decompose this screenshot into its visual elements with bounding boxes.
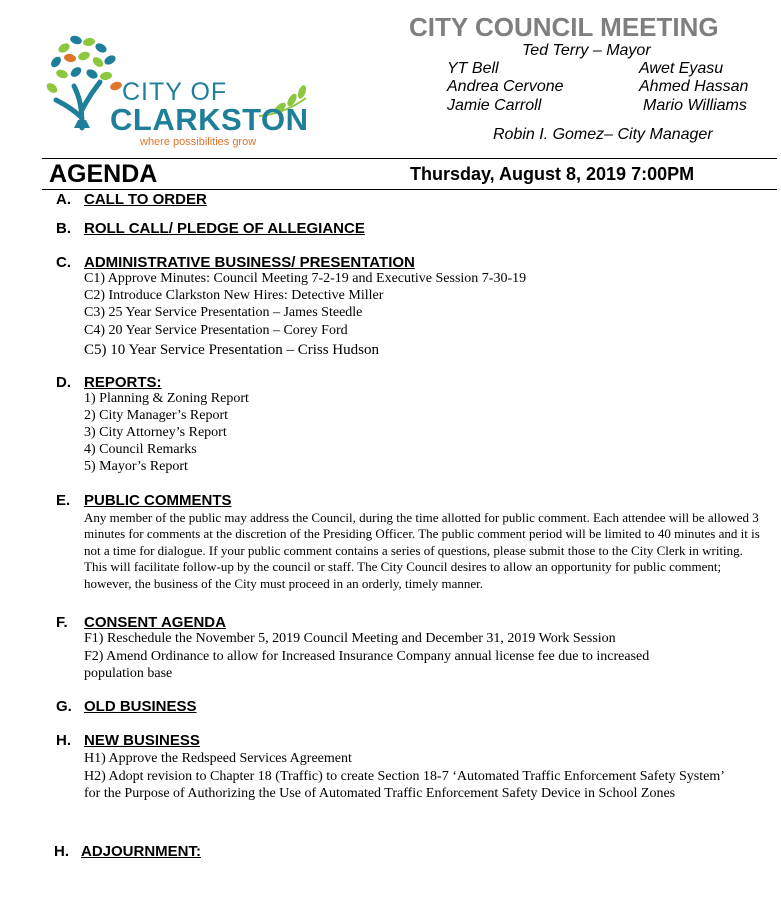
section-letter: D. bbox=[56, 374, 71, 391]
agenda-item: F1) Reschedule the November 5, 2019 Council Meeting and December 31, 2019 Work Session bbox=[84, 631, 616, 646]
meeting-datetime: Thursday, August 8, 2019 7:00PM bbox=[410, 164, 695, 184]
council-member: Mario Williams bbox=[643, 97, 747, 114]
divider-bottom bbox=[42, 189, 777, 190]
logo-tagline: where possibilities grow bbox=[140, 136, 257, 148]
section-letter: H. bbox=[56, 732, 71, 749]
agenda-heading: AGENDA bbox=[49, 160, 158, 188]
council-member: Jamie Carroll bbox=[447, 97, 542, 114]
agenda-item: F2) Amend Ordinance to allow for Increased Insurance Company annual license fee due to increased population base bbox=[84, 649, 650, 681]
section-letter: F. bbox=[56, 614, 68, 631]
logo-city-of: CITY OF bbox=[122, 78, 228, 106]
section-title: REPORTS: bbox=[84, 374, 162, 391]
agenda-item: C1) Approve Minutes: Council Meeting 7-2-19 and Executive Session 7-30-19 bbox=[84, 271, 527, 286]
section-letter: B. bbox=[56, 220, 71, 237]
report-item: 4) Council Remarks bbox=[84, 442, 197, 457]
section-title: OLD BUSINESS bbox=[84, 698, 197, 715]
agenda-item: C3) 25 Year Service Presentation – James Steedle bbox=[84, 305, 363, 320]
section-title: ROLL CALL/ PLEDGE OF ALLEGIANCE bbox=[84, 220, 365, 237]
section-title: ADMINISTRATIVE BUSINESS/ PRESENTATION bbox=[84, 254, 415, 271]
council-member: Ahmed Hassan bbox=[639, 78, 749, 95]
divider-top bbox=[42, 158, 777, 159]
section-letter: A. bbox=[56, 191, 71, 208]
meeting-title: CITY COUNCIL MEETING bbox=[409, 12, 719, 42]
mayor-name: Ted Terry – Mayor bbox=[522, 42, 651, 59]
section-letter: H. bbox=[54, 843, 69, 860]
section-letter: G. bbox=[56, 698, 72, 715]
city-manager: Robin I. Gomez– City Manager bbox=[493, 126, 713, 143]
section-title: CALL TO ORDER bbox=[84, 191, 207, 208]
agenda-item: H1) Approve the Redspeed Services Agreement bbox=[84, 751, 352, 766]
section-title: ADJOURNMENT: bbox=[81, 843, 201, 860]
council-member: Awet Eyasu bbox=[639, 60, 724, 77]
report-item: 2) City Manager’s Report bbox=[84, 408, 228, 423]
section-letter: E. bbox=[56, 492, 71, 509]
report-item: 5) Mayor’s Report bbox=[84, 459, 188, 474]
agenda-item: C5) 10 Year Service Presentation – Criss Hudson bbox=[84, 342, 379, 358]
section-title: NEW BUSINESS bbox=[84, 732, 200, 749]
report-item: 3) City Attorney’s Report bbox=[84, 425, 227, 440]
agenda-item: C2) Introduce Clarkston New Hires: Detective Miller bbox=[84, 288, 384, 303]
city-logo bbox=[44, 28, 319, 161]
agenda-item: C4) 20 Year Service Presentation – Corey Ford bbox=[84, 323, 348, 338]
council-member: YT Bell bbox=[447, 60, 499, 77]
section-letter: C. bbox=[56, 254, 71, 271]
agenda-item: H2) Adopt revision to Chapter 18 (Traffic) to create Section 18-7 ‘Automated Traffic Enforcement Safety System’ for the Purpose of Authorizing the Use of Automated Traffic Enforcement Safety Device in School Zones bbox=[84, 769, 724, 801]
public-comment-text: Any member of the public may address the Council, during the time allotted for public comment. Each attendee will be allowed 3 minutes for comments at the discretion of the Presiding Officer. The public comment period will be limited to 40 minutes and it is not a time for dialogue. If your public comment contains a series of questions, please submit those to the City Clerk in writing. This will facilitate follow-up by the council or staff. The City Council desires to allow an opportunity for public comment; however, the business of the City must proceed in an orderly, timely manner. bbox=[84, 510, 760, 591]
section-title: PUBLIC COMMENTS bbox=[84, 492, 232, 509]
report-item: 1) Planning & Zoning Report bbox=[84, 391, 249, 406]
logo-clarkston: CLARKSTON bbox=[110, 102, 309, 137]
section-title: CONSENT AGENDA bbox=[84, 614, 226, 631]
council-member: Andrea Cervone bbox=[447, 78, 564, 95]
